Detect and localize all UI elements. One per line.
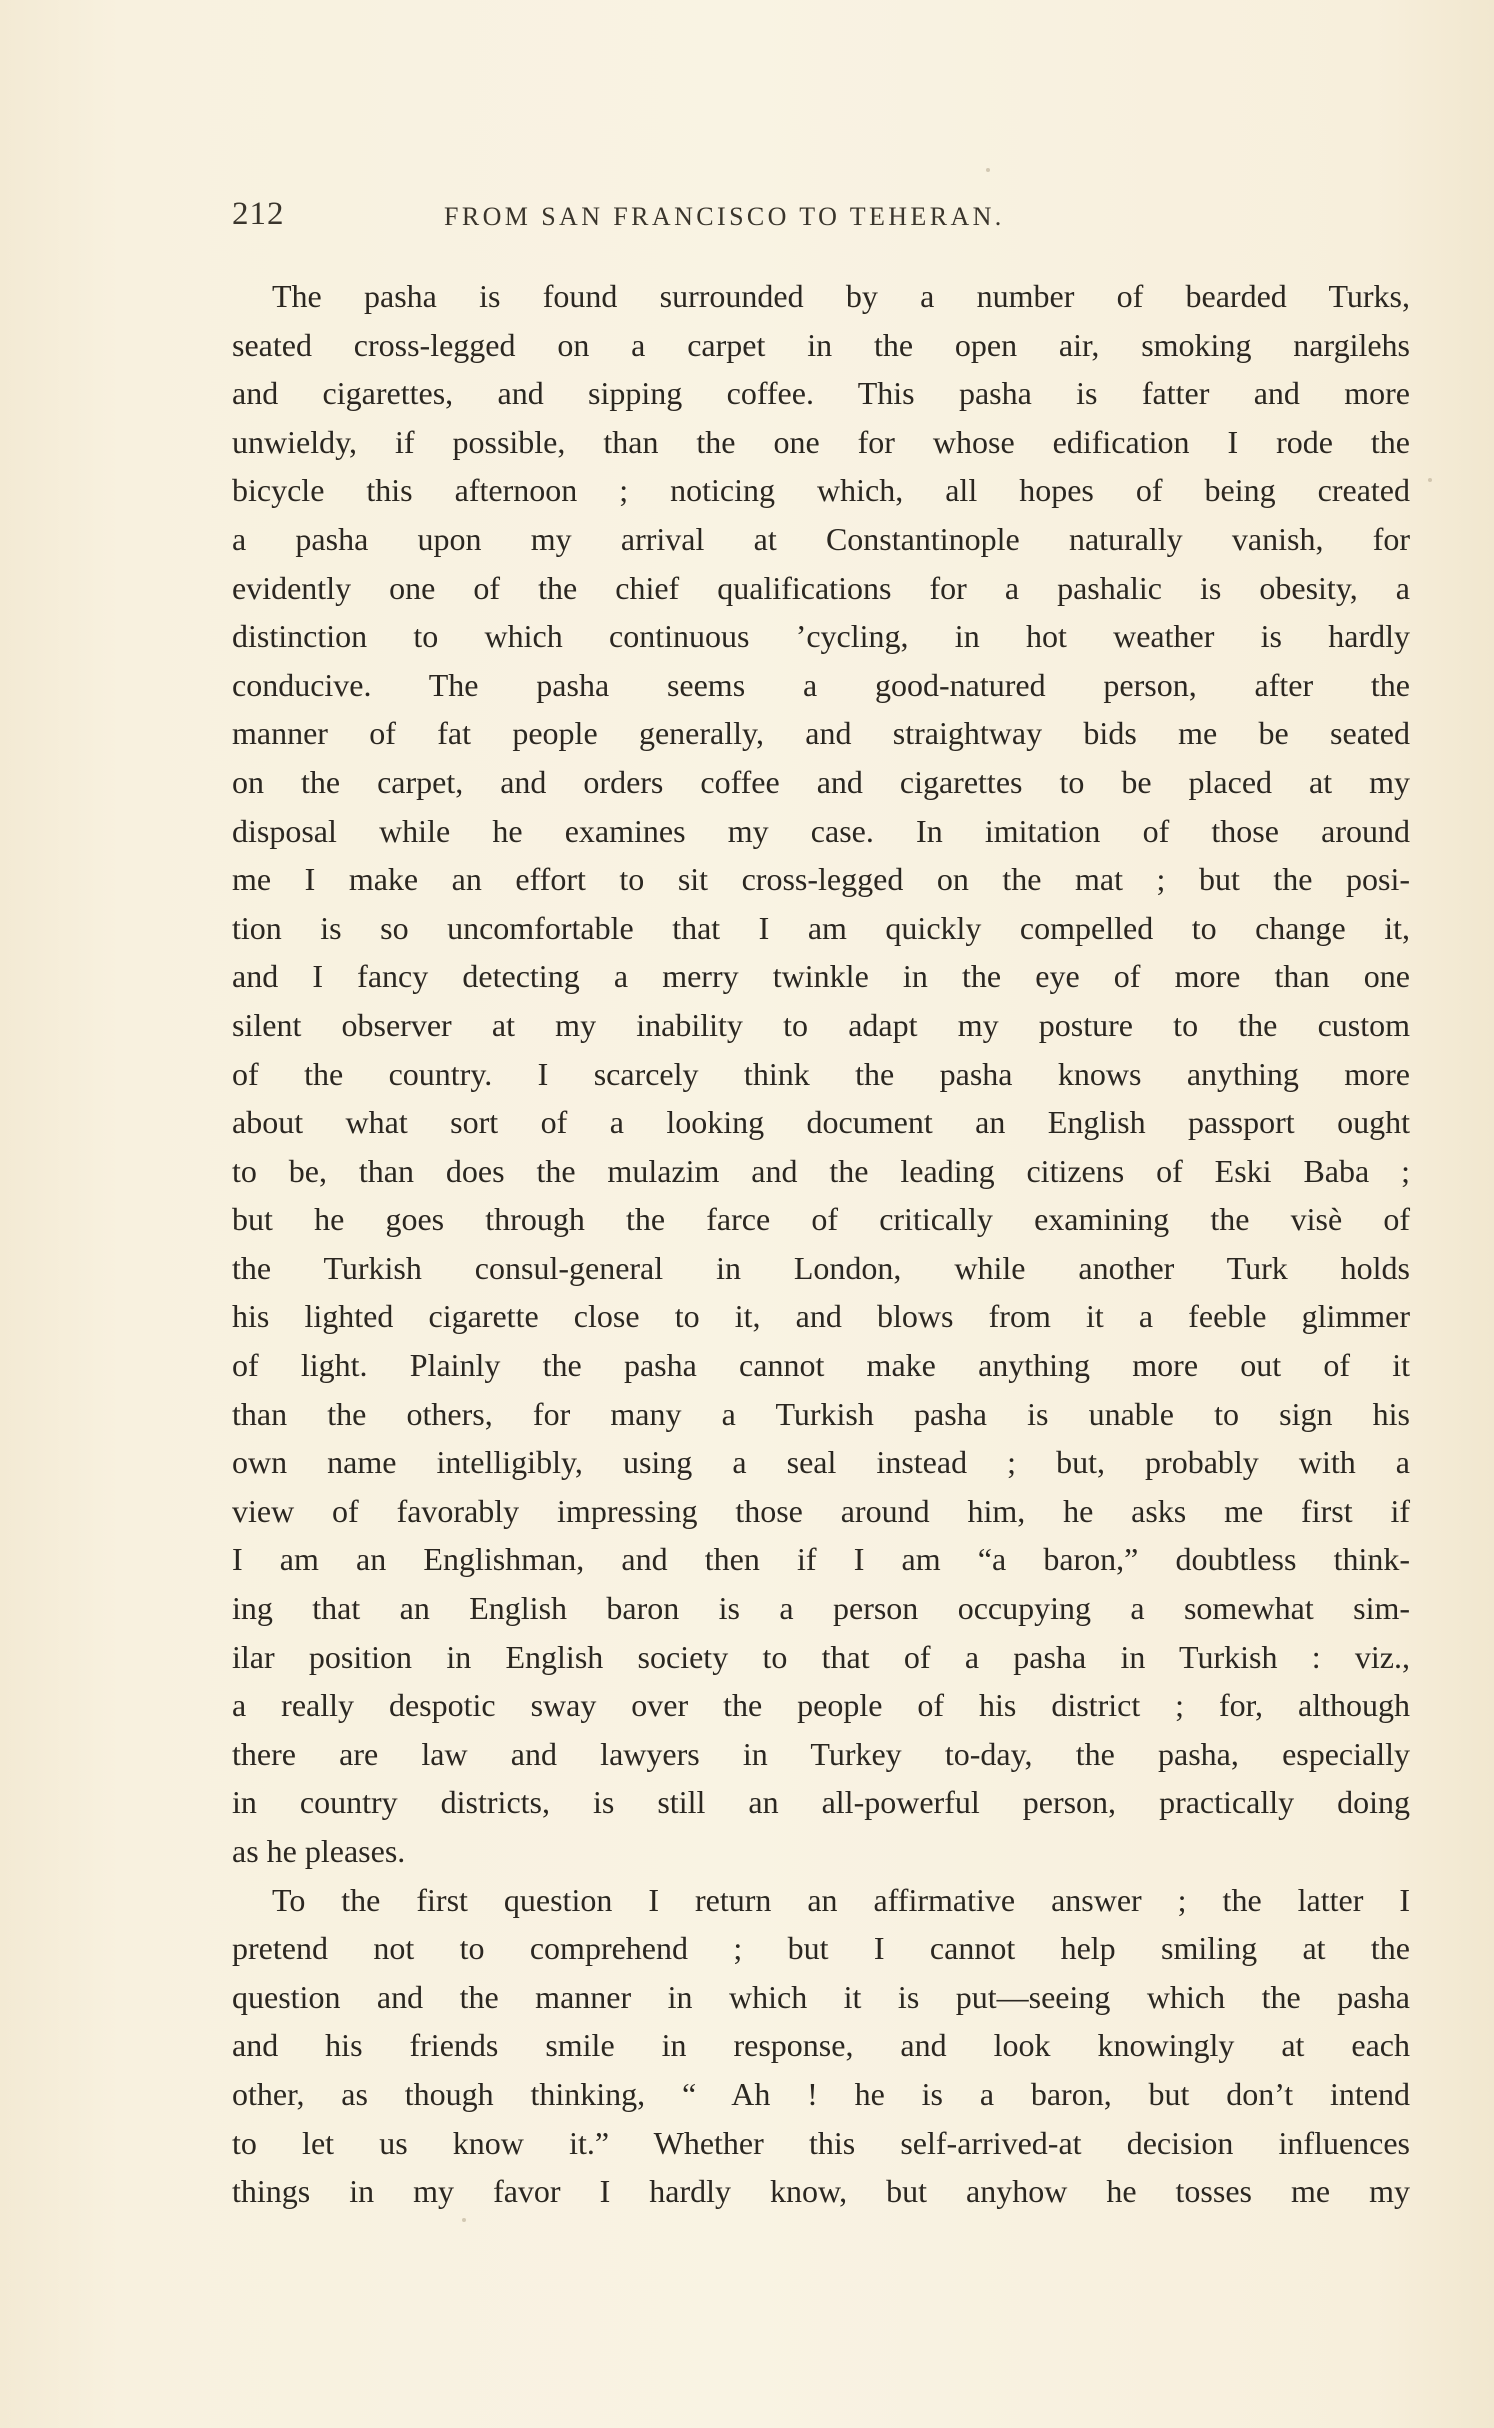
text-line: seated cross-legged on a carpet in the open air, smoking nargilehs: [232, 326, 1410, 363]
text-line: ing that an English baron is a person occupying a somewhat sim-: [232, 1590, 1410, 1627]
text-line: ilar position in English society to that of a pasha in Turkish : viz.,: [232, 1638, 1410, 1675]
running-title: FROM SAN FRANCISCO TO TEHERAN.: [444, 202, 1005, 231]
text-line: about what sort of a looking document an English passport ought: [232, 1104, 1410, 1141]
text-line: manner of fat people generally, and straightway bids me be seated: [232, 715, 1410, 752]
text-line: unwieldy, if possible, than the one for whose edification I rode the: [232, 423, 1410, 460]
page-number: 212: [232, 196, 285, 232]
text-line: there are law and lawyers in Turkey to-day, the pasha, especially: [232, 1735, 1410, 1772]
text-line: distinction to which continuous ’cycling, in hot weather is hardly: [232, 618, 1410, 655]
text-line: I am an Englishman, and then if I am “a baron,” doubtless think-: [232, 1541, 1410, 1578]
text-line: in country districts, is still an all-powerful person, practically doing: [232, 1784, 1410, 1821]
page-header: [232, 196, 1192, 240]
text-line: disposal while he examines my case. In imitation of those around: [232, 812, 1410, 849]
text-line: The pasha is found surrounded by a number of bearded Turks,: [272, 278, 1410, 314]
text-line: a pasha upon my arrival at Constantinople naturally vanish, for: [232, 520, 1410, 557]
text-line: as he pleases.: [232, 1833, 406, 1869]
text-line: his lighted cigarette close to it, and blows from it a feeble glimmer: [232, 1298, 1410, 1335]
text-line: to be, than does the mulazim and the leading citizens of Eski Baba ;: [232, 1152, 1410, 1189]
text-line: but he goes through the farce of critically examining the visè of: [232, 1201, 1410, 1238]
text-line: the Turkish consul-general in London, while another Turk holds: [232, 1249, 1410, 1286]
paper-fleck: [462, 2218, 466, 2222]
text-line: conducive. The pasha seems a good-natured person, after the: [232, 666, 1410, 703]
text-line: of the country. I scarcely think the pasha knows anything more: [232, 1055, 1410, 1092]
text-line: bicycle this afternoon ; noticing which, all hopes of being created: [232, 472, 1410, 509]
text-line: a really despotic sway over the people of his district ; for, although: [232, 1687, 1410, 1724]
paper-fleck: [986, 168, 990, 172]
body-text: [232, 272, 1410, 2216]
text-line: of light. Plainly the pasha cannot make anything more out of it: [232, 1347, 1410, 1384]
text-line: own name intelligibly, using a seal instead ; but, probably with a: [232, 1444, 1410, 1481]
text-line: view of favorably impressing those around him, he asks me first if: [232, 1492, 1410, 1529]
text-line: silent observer at my inability to adapt my posture to the custom: [232, 1006, 1410, 1043]
text-line: and his friends smile in response, and look knowingly at each: [232, 2027, 1410, 2064]
text-line: and cigarettes, and sipping coffee. This pasha is fatter and more: [232, 375, 1410, 412]
text-line: than the others, for many a Turkish pasha is unable to sign his: [232, 1395, 1410, 1432]
text-line: evidently one of the chief qualifications for a pashalic is obesity, a: [232, 569, 1410, 606]
text-line: other, as though thinking, “ Ah ! he is a baron, but don’t intend: [232, 2075, 1410, 2112]
text-line: me I make an effort to sit cross-legged on the mat ; but the posi-: [232, 861, 1410, 898]
text-line: tion is so uncomfortable that I am quickly compelled to change it,: [232, 909, 1410, 946]
text-line: pretend not to comprehend ; but I cannot help smiling at the: [232, 1930, 1410, 1967]
text-line: on the carpet, and orders coffee and cigarettes to be placed at my: [232, 763, 1410, 800]
paper-fleck: [1428, 478, 1432, 482]
text-line: question and the manner in which it is put—seeing which the pasha: [232, 1978, 1410, 2015]
text-line: and I fancy detecting a merry twinkle in the eye of more than one: [232, 958, 1410, 995]
text-line: things in my favor I hardly know, but anyhow he tosses me my: [232, 2173, 1410, 2210]
text-line: To the first question I return an affirmative answer ; the latter I: [272, 1881, 1410, 1918]
text-line: to let us know it.” Whether this self-arrived-at decision influences: [232, 2124, 1410, 2161]
